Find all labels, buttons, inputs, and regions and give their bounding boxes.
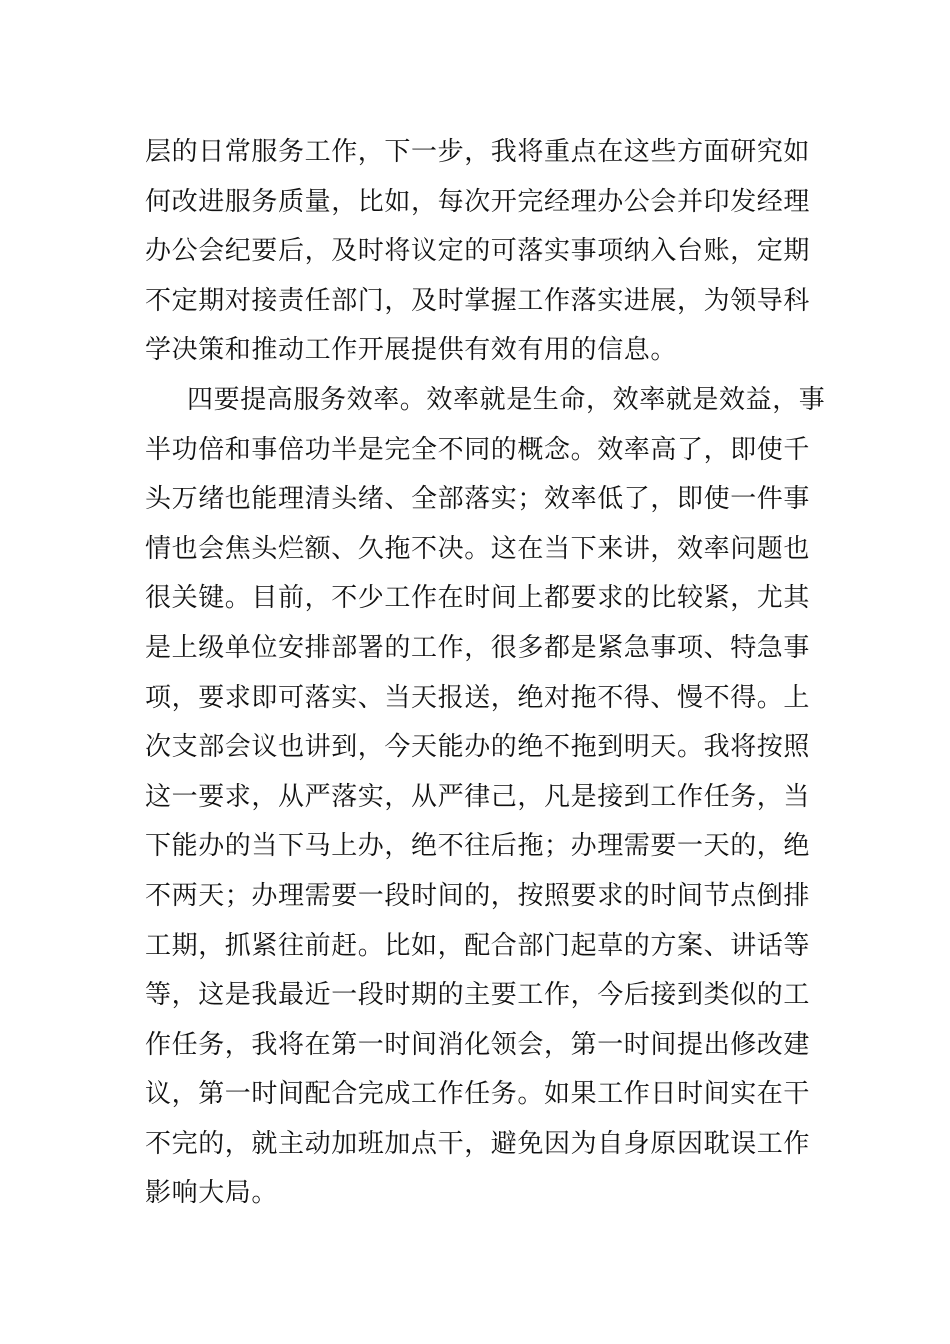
text-line: 层的日常服务工作，下一步，我将重点在这些方面研究如 xyxy=(145,137,811,167)
text-line: 不定期对接责任部门，及时掌握工作落实进展，为领导科 xyxy=(145,285,811,316)
text-line: 作任务，我将在第一时间消化领会，第一时间提出修改建 xyxy=(145,1029,811,1060)
paragraph-start-line: 四要提高服务效率。效率就是生命，效率就是效益，事 xyxy=(187,384,826,415)
text-line: 议，第一时间配合完成工作任务。如果工作日时间实在干 xyxy=(145,1079,811,1110)
text-line: 情也会焦头烂额、久拖不决。这在当下来讲，效率问题也 xyxy=(145,533,811,564)
text-line: 半功倍和事倍功半是完全不同的概念。效率高了，即使千 xyxy=(145,434,811,465)
body-text xyxy=(145,128,826,1219)
text-line: 下能办的当下马上办，绝不往后拖；办理需要一天的，绝 xyxy=(145,831,811,862)
text-line: 这一要求，从严落实，从严律己，凡是接到工作任务，当 xyxy=(145,781,811,812)
text-line: 等，这是我最近一段时期的主要工作，今后接到类似的工 xyxy=(145,980,811,1011)
text-line: 是上级单位安排部署的工作，很多都是紧急事项、特急事 xyxy=(145,632,811,663)
text-line: 很关键。目前，不少工作在时间上都要求的比较紧，尤其 xyxy=(145,583,811,614)
text-line: 不完的，就主动加班加点干，避免因为自身原因耽误工作 xyxy=(145,1128,811,1159)
text-line: 不两天；办理需要一段时间的，按照要求的时间节点倒排 xyxy=(145,880,811,911)
text-line: 工期，抓紧往前赶。比如，配合部门起草的方案、讲话等 xyxy=(145,930,811,961)
text-line: 学决策和推动工作开展提供有效有用的信息。 xyxy=(145,335,678,366)
text-line: 何改进服务质量，比如，每次开完经理办公会并印发经理 xyxy=(145,186,811,217)
text-line: 项，要求即可落实、当天报送，绝对拖不得、慢不得。上 xyxy=(145,682,811,713)
text-line: 头万绪也能理清头绪、全部落实；效率低了，即使一件事 xyxy=(145,484,811,515)
text-line: 办公会纪要后，及时将议定的可落实事项纳入台账，定期 xyxy=(145,236,811,267)
text-line: 次支部会议也讲到，今天能办的绝不拖到明天。我将按照 xyxy=(145,732,811,763)
text-line: 影响大局。 xyxy=(145,1178,279,1209)
